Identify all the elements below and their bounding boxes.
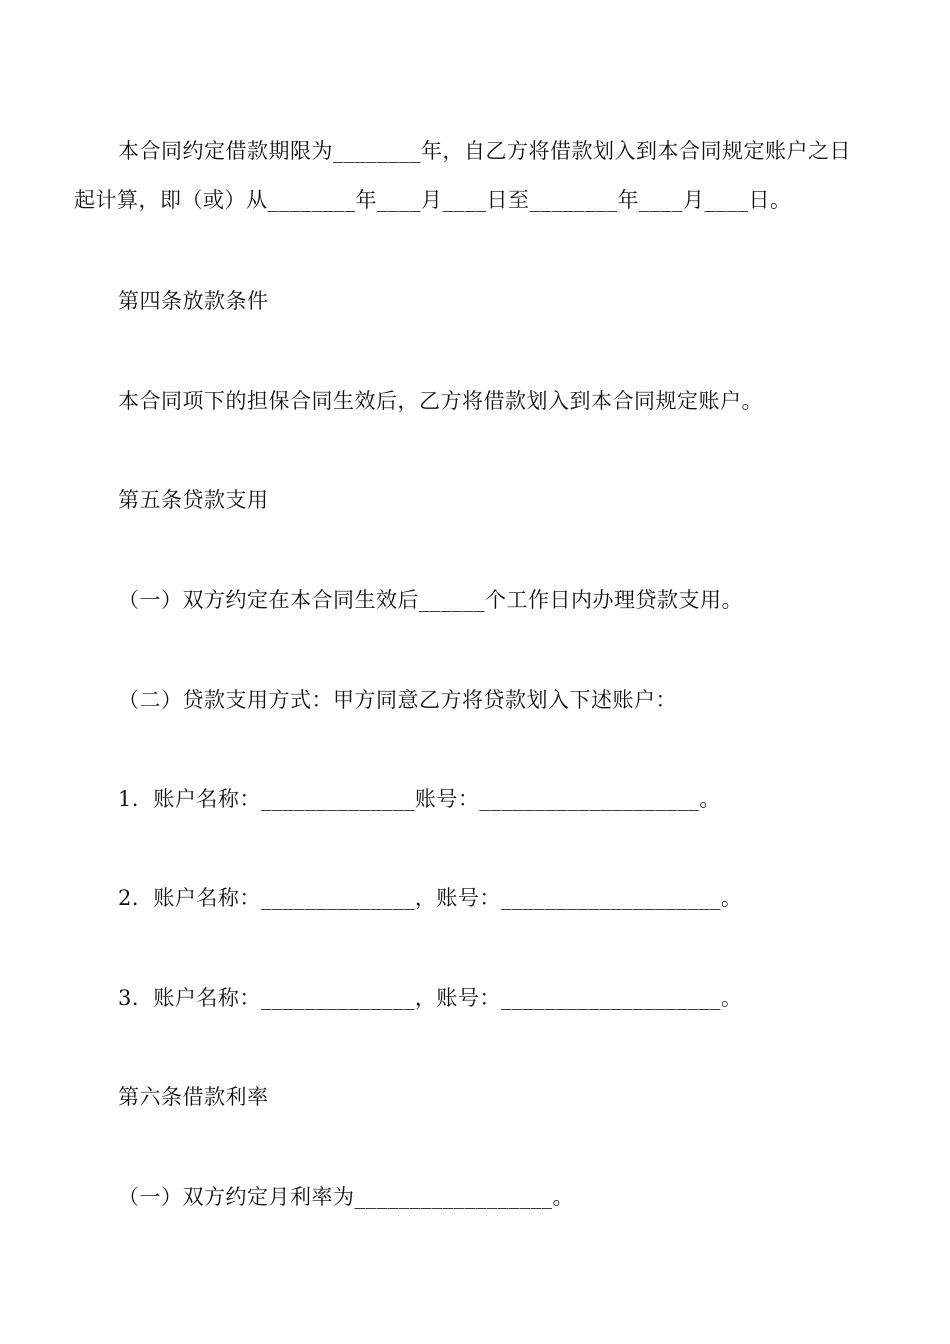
- account-line-1: 1．账户名称：______________账号：____________________。: [118, 787, 721, 811]
- article-5-item-1: （一）双方约定在本合同生效后______个工作日内办理贷款支用。: [118, 588, 743, 612]
- article-5-item-2: （二）贷款支用方式：甲方同意乙方将贷款划入下述账户：: [118, 688, 677, 712]
- article-4-body: 本合同项下的担保合同生效后，乙方将借款划入到本合同规定账户。: [118, 389, 763, 413]
- article-4-heading: 第四条放款条件: [118, 289, 269, 313]
- article-6-heading: 第六条借款利率: [118, 1085, 269, 1109]
- loan-term-paragraph-line-1: 本合同约定借款期限为________年，自乙方将借款划入到本合同规定账户之日: [118, 139, 851, 163]
- article-5-heading: 第五条贷款支用: [118, 488, 269, 512]
- account-line-3: 3．账户名称：______________，账号：____________________。: [118, 986, 743, 1010]
- account-line-2: 2．账户名称：______________，账号：____________________。: [118, 886, 743, 910]
- loan-term-paragraph-line-2: 起计算，即（或）从________年____月____日至________年____月____日。: [74, 188, 792, 212]
- article-6-item-1: （一）双方约定月利率为__________________。: [118, 1185, 574, 1209]
